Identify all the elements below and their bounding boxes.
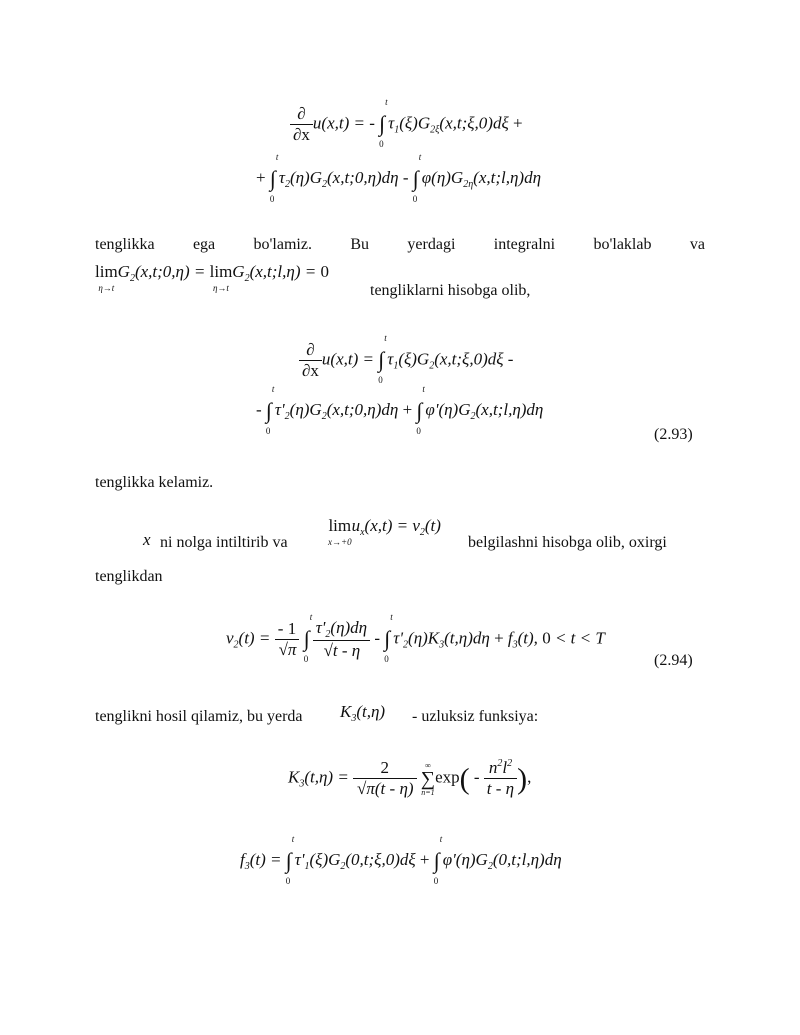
word: tenglikka (95, 236, 155, 253)
limit-ux-expression: lim $^{x\to+0}u_x(x,t) = \nu_2(t)$ (328, 516, 441, 547)
variable-x: x (143, 530, 151, 549)
paragraph-line-6b: - uzluksiz funksiya: (412, 708, 539, 725)
paragraph-line-6a: tenglikni hosil qilamiz, bu yerda (95, 708, 303, 725)
equation-number-2-94: (2.94) (654, 652, 693, 669)
word: bo'lamiz. (253, 236, 312, 253)
word: yerdagi (407, 236, 456, 253)
equation-2-94: $\nu_2(t)$ = $\frac{- 1}{√\pi}$ ∫ t 0 $\frac{\tau'_2(\eta)d\eta}{√t - \eta}$ - ∫ t 0 $\tau'_2(\eta)K_3(t,\eta)d\eta + f_3(t)$, 0 < t < T (226, 612, 605, 665)
equation-2-93-line-1: $\frac{\partial}{\partial x}$ u(x,t) = ∫ t 0 $\tau_1(\xi)G_2(x,t;\xi,0)d\xi$ - (299, 340, 513, 381)
k3-symbol: $K_3(t,\eta)$ (340, 702, 386, 724)
paragraph-line-4a: ni nolga intiltirib va (160, 534, 288, 551)
equation-2-93-line-2: - ∫ t 0 $\tau'_2(\eta)G_2(x,t;0,\eta)d\eta$ + ∫ t 0 $\varphi'(\eta)G_2(x,t;l,\eta)d\eta$ (256, 384, 544, 436)
paragraph-line-4b: belgilashni hisobga olib, oxirgi (468, 534, 667, 551)
word: ega (192, 236, 216, 253)
paragraph-line-3: tenglikka kelamiz. (95, 474, 214, 491)
paragraph-line-1 (95, 236, 705, 254)
equation-number-2-93: (2.93) (654, 426, 693, 443)
word: Bu (350, 236, 370, 253)
equation-1-line-1: $\frac{\partial}{\partial x}$ u(x,t) = - ∫ t 0 $\tau_1(\xi)G_{2\xi}(x,t;\xi,0)d\xi$ + (290, 104, 523, 145)
word: va (689, 236, 705, 253)
paragraph-line-2: tengliklarni hisobga olib, (370, 282, 531, 299)
f3-definition: $f_3(t)$ = ∫ t 0 $\tau'_1(\xi)G_2(0,t;\xi,0)d\xi$ + ∫ t 0 $\varphi'(\eta)G_2(0,t;l,\eta)d\eta$ (240, 834, 562, 886)
word: integralni (493, 236, 556, 253)
paragraph-line-5: tenglikdan (95, 568, 163, 585)
k3-definition: $K_3(t,\eta)$ = $\frac{2}{√\pi(t - \eta)}$ ∞ ∑ n=1 exp( - $\frac{n^2l^2}{t - \eta}$ ), (288, 758, 532, 798)
equation-1-line-2: + ∫ t 0 $\tau_2(\eta)G_2(x,t;0,\eta)d\eta$ - ∫ t 0 $\varphi(\eta)G_{2\eta}(x,t;l,\eta)d\eta$ (256, 152, 542, 204)
word: bo'laklab (593, 236, 652, 253)
limit-expression: lim $^{\eta\to t}G_2(x,t;0,\eta) = \lim$ $^{\eta\to t}G_2(x,t;l,\eta) = 0$ (95, 262, 329, 293)
